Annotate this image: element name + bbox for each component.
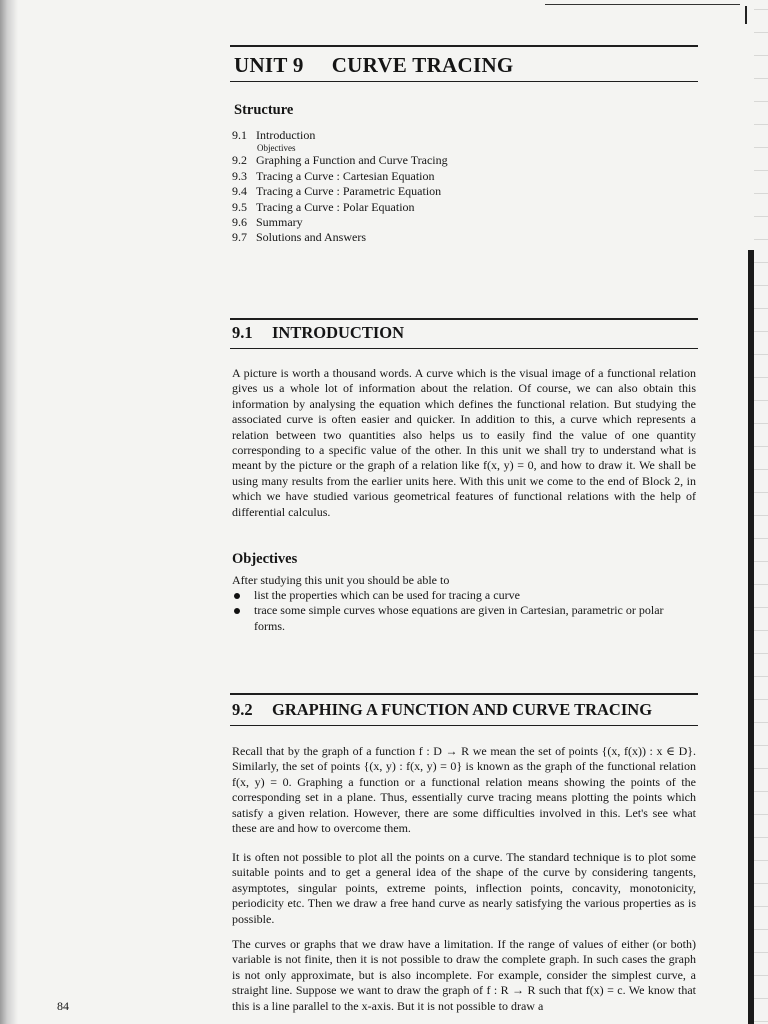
list-item: 9.3 Tracing a Curve : Cartesian Equation — [232, 168, 435, 183]
unit-title: CURVE TRACING — [331, 53, 514, 77]
section-9-2-bottom-rule — [230, 725, 698, 726]
unit-bottom-rule — [230, 81, 698, 82]
scan-top-rule — [545, 4, 740, 5]
structure-list — [232, 128, 448, 246]
section-9-2-paragraph-2: It is often not possible to plot all the points on a curve. The standard technique is to plot some suitable points and to get a general idea of the shape of the curve by considering tangents, asymptotes, singular points, extreme points, inflection points, concavity, monotonicity, periodicity etc. Then we draw a free hand curve as nearly satisfying the various properties as is possible. — [232, 850, 696, 926]
list-item: 9.2 Graphing a Function and Curve Tracing — [232, 153, 448, 168]
section-9-2-paragraph-3: The curves or graphs that we draw have a limitation. If the range of values of either (or both) variable is not finite, then it is not possible to draw the complete graph. In such cases the graph is not only approximate, but is also incomplete. For example, consider the simplest curve, a straight line. Suppose we want to draw the graph of f : R → R such that f(x) = c. We know that this is a line parallel to the x-axis. But it is not possible to draw a — [232, 937, 696, 1013]
scan-top-tick — [745, 6, 747, 24]
scan-left-edge — [0, 0, 18, 1024]
section-9-2-top-rule — [230, 693, 698, 695]
list-item: trace some simple curves whose equations are given in Cartesian, parametric or polar forms. — [232, 603, 696, 634]
scan-right-edge — [748, 250, 754, 1024]
list-item: 9.7 Solutions and Answers — [232, 230, 367, 245]
section-9-1-paragraph: A picture is worth a thousand words. A curve which is the visual image of a functional relation gives us a whole lot of information about the relation. Of course, we can also obtain this information by analysing the equation which defines the functional relation. But studying the associated curve is often easier and quicker. In addition to this, a curve which represents a relation between two quantities also helps us to easily find the value of one quantity corresponding to a specific value of the other. In this unit we shall try to understand what is meant by the picture or the graph of a relation like f(x, y) = 0, and how to draw it. We shall be using many results from the earlier units here. With this unit we come to the end of Block 2, in which we have studied various geometrical features of functional relations with the help of differential calculus. — [232, 366, 696, 519]
list-item: 9.4 Tracing a Curve : Parametric Equation — [232, 184, 442, 199]
unit-label: UNIT 9 — [234, 53, 304, 77]
list-subitem: Objectives — [257, 143, 296, 154]
unit-top-rule — [230, 45, 698, 47]
objectives-list — [232, 588, 696, 634]
section-9-2-paragraph-1: Recall that by the graph of a function f : D → R we mean the set of points {(x, f(x)) : x ∈ D}. Similarly, the set of points {(x, y) : f(x, y) = 0} is known as the graph of the functional relation f(x, y) = 0. Graphing a function or a functional relation means showing the points of the corresponding set in a plane. Thus, essentially curve tracing means plotting the points which satisfy a given relation. However, there are some difficulties involved in this. Let's see what these are and how to overcome them. — [232, 744, 696, 836]
section-9-1-heading: 9.1 INTRODUCTION — [232, 323, 405, 342]
list-item: 9.1 Introduction — [232, 128, 316, 142]
objectives-intro: After studying this unit you should be able to — [232, 573, 450, 587]
objectives-heading: Objectives — [232, 551, 298, 567]
unit-heading — [234, 53, 514, 78]
section-9-1-top-rule — [230, 318, 698, 320]
scan-right-noise — [754, 0, 768, 1024]
list-item: list the properties which can be used for tracing a curve — [232, 588, 696, 603]
page-number: 84 — [57, 999, 69, 1013]
section-9-1-bottom-rule — [230, 348, 698, 349]
structure-heading: Structure — [234, 102, 294, 118]
section-9-2-heading: 9.2 GRAPHING A FUNCTION AND CURVE TRACING — [232, 700, 653, 719]
list-item: 9.6 Summary — [232, 215, 303, 230]
list-item: 9.5 Tracing a Curve : Polar Equation — [232, 199, 415, 214]
